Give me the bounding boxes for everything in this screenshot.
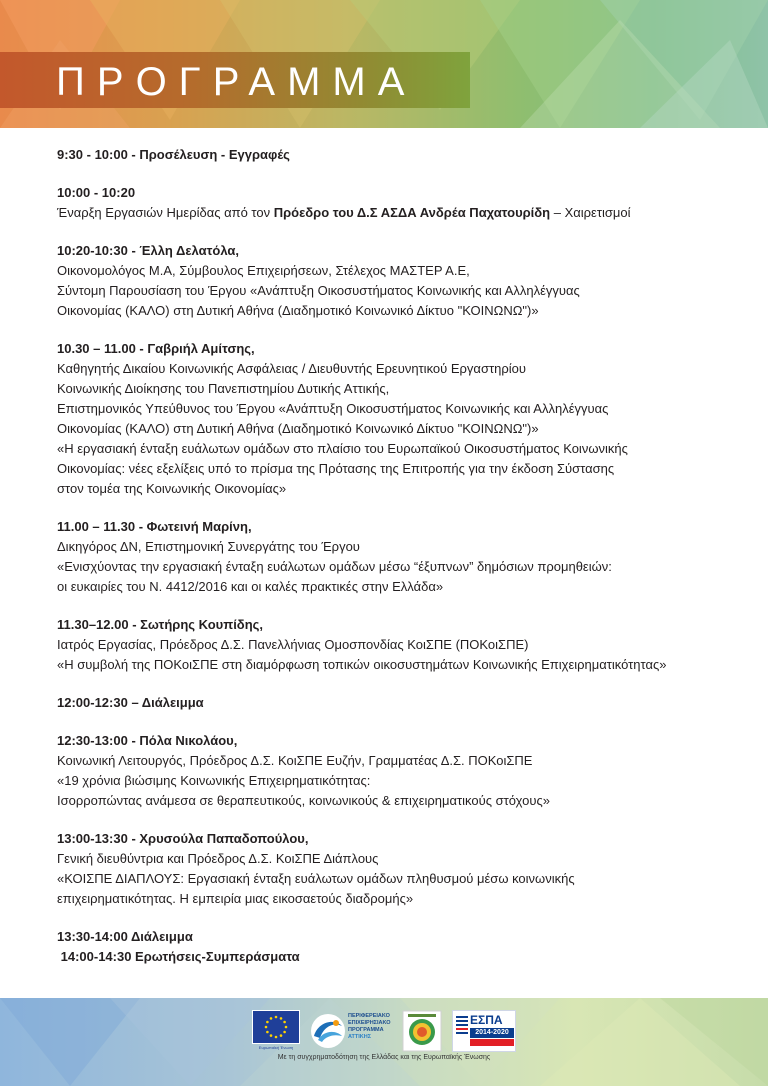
program-item-time-title: 9:30 - 10:00 - Προσέλευση - Εγγραφές xyxy=(57,147,290,162)
program-item-line: Κοινωνικής Διοίκησης του Πανεπιστημίου Δυτικής Αττικής, xyxy=(57,381,390,396)
sponsor-logos xyxy=(252,1010,528,1052)
program-item xyxy=(57,517,747,597)
program-item-line: «Η συμβολή της ΠΟΚοιΣΠΕ στη διαμόρφωση τοπικών οικοσυστημάτων Κοινωνικής Επιχειρηματικότητας» xyxy=(57,657,667,672)
program-item-line: οι ευκαιρίες του Ν. 4412/2016 και οι καλές πρακτικές στην Ελλάδα» xyxy=(57,579,444,594)
program-item xyxy=(57,927,747,967)
program-item-line: Κοινωνική Λειτουργός, Πρόεδρος Δ.Σ. ΚοιΣΠΕ Ευζήν, Γραμματέας Δ.Σ. ΠΟΚοιΣΠΕ xyxy=(57,753,533,768)
program-item-line: Οικονομολόγος Μ.Α, Σύμβουλος Επιχειρήσεων, Στέλεχος ΜΑΣΤΕΡ Α.Ε, xyxy=(57,263,470,278)
social-economy-logo xyxy=(402,1010,442,1052)
program-item-line: Καθηγητής Δικαίου Κοινωνικής Ασφάλειας / Διευθυντής Ερευνητικού Εργαστηρίου xyxy=(57,361,526,376)
eu-flag-logo xyxy=(252,1010,300,1044)
program-item-time-title: 13:00-13:30 - Χρυσούλα Παπαδοπούλου, xyxy=(57,831,309,846)
program-item-time-title: 12:30-13:00 - Πόλα Νικολάου, xyxy=(57,733,238,748)
program-item xyxy=(57,241,747,321)
program-item xyxy=(57,693,747,713)
program-list xyxy=(57,145,747,967)
program-item xyxy=(57,615,747,675)
program-item xyxy=(57,829,747,909)
espa-years: 2014-2020 xyxy=(470,1028,514,1038)
program-item xyxy=(57,183,747,223)
program-item-line: Οικονομίας: νέες εξελίξεις υπό το πρίσμα της Πρότασης της Επιτροπής για την έκδοση Σύστασης xyxy=(57,461,615,476)
program-item-time-title: 10:00 - 10:20 xyxy=(57,185,136,200)
program-item-line: Σύντομη Παρουσίαση του Έργου «Ανάπτυξη Οικοσυστήματος Κοινωνικής και Αλληλέγγυας xyxy=(57,283,580,298)
globe-icon xyxy=(402,1010,442,1052)
program-item-line: Οικονομίας (ΚΑΛΟ) στη Δυτική Αθήνα (Διαδημοτικό Κοινωνικό Δίκτυο "ΚΟΙΝΩΝΩ")» xyxy=(57,303,539,318)
program-item-time-title: 11.00 – 11.30 - Φωτεινή Μαρίνη, xyxy=(57,519,252,534)
program-item-line: «Η εργασιακή ένταξη ευάλωτων ομάδων στο πλαίσιο του Ευρωπαϊκού Οικοσυστήματος Κοινωνικής xyxy=(57,441,628,456)
program-item-line: Οικονομίας (ΚΑΛΟ) στη Δυτική Αθήνα (Διαδημοτικό Κοινωνικό Δίκτυο "ΚΟΙΝΩΝΩ")» xyxy=(57,421,539,436)
program-item-line: Ιατρός Εργασίας, Πρόεδρος Δ.Σ. Πανελλήνιας Ομοσπονδίας ΚοιΣΠΕ (ΠΟΚοιΣΠΕ) xyxy=(57,637,529,652)
pep-swirl-icon xyxy=(308,1010,348,1052)
program-item-line: «Ενισχύοντας την εργασιακή ένταξη ευάλωτων ομάδων μέσω “έξυπνων” δημόσιων προμηθειών: xyxy=(57,559,612,574)
program-item xyxy=(57,339,747,499)
program-item-line: Έναρξη Εργασιών Ημερίδας από τον Πρόεδρο του Δ.Σ ΑΣΔΑ Ανδρέα Παχατουρίδη – Χαιρετισμοί xyxy=(57,205,631,220)
program-item-time-title: 12:00-12:30 – Διάλειμμα xyxy=(57,695,204,710)
program-item-line: επιχειρηματικότητας. Η εμπειρία μιας εικοσαετούς διαδρομής» xyxy=(57,891,414,906)
pep-text: ΠΕΡΙΦΕΡΕΙΑΚΟ ΕΠΙΧΕΙΡΗΣΙΑΚΟ ΠΡΟΓΡΑΜΜΑ ΑΤΤΙΚΗΣ xyxy=(348,1013,391,1040)
program-item-line: «ΚΟΙΣΠΕ ΔΙΑΠΛΟΥΣ: Εργασιακή ένταξη ευάλωτων ομάδων πληθυσμού μέσω κοινωνικής xyxy=(57,871,575,886)
espa-logo xyxy=(452,1010,516,1052)
program-item-time-title: 10.30 – 11.00 - Γαβριήλ Αμίτσης, xyxy=(57,341,255,356)
eu-stars-icon xyxy=(253,1011,299,1043)
program-item xyxy=(57,145,747,165)
espa-flag-icon xyxy=(454,1012,470,1052)
program-item-line: «19 χρόνια βιώσιμης Κοινωνικής Επιχειρηματικότητας: xyxy=(57,773,371,788)
eu-caption: Ευρωπαϊκή Ένωση xyxy=(258,1045,294,1050)
program-item-time-title: 14:00-14:30 Ερωτήσεις-Συμπεράσματα xyxy=(57,949,300,964)
program-item-line: Δικηγόρος ΔΝ, Επιστημονική Συνεργάτης του Έργου xyxy=(57,539,360,554)
program-item-line: Γενική διευθύντρια και Πρόεδρος Δ.Σ. ΚοιΣΠΕ Διάπλους xyxy=(57,851,379,866)
program-item-line: στον τομέα της Κοινωνικής Οικονομίας» xyxy=(57,481,287,496)
espa-word: ΕΣΠΑ xyxy=(470,1013,503,1027)
program-item-time-title: 11.30–12.00 - Σωτήρης Κουπίδης, xyxy=(57,617,264,632)
pep-attica-logo xyxy=(308,1010,398,1052)
footer-caption: Με τη συγχρηματοδότηση της Ελλάδας και της Ευρωπαϊκής Ένωσης xyxy=(277,1054,491,1061)
program-item-line: Ισορροπώντας ανάμεσα σε θεραπευτικούς, κοινωνικούς & επιχειρηματικούς στόχους» xyxy=(57,793,550,808)
program-item xyxy=(57,731,747,811)
program-item-time-title: 10:20-10:30 - Έλλη Δελατόλα, xyxy=(57,243,239,258)
espa-slogan-bar xyxy=(470,1039,514,1046)
program-item-time-title: 13:30-14:00 Διάλειμμα xyxy=(57,929,193,944)
program-item-line: Επιστημονικός Υπεύθυνος του Έργου «Ανάπτυξη Οικοσυστήματος Κοινωνικής και Αλληλέγγυας xyxy=(57,401,609,416)
page-title: ΠΡΟΓΡΑΜΜΑ xyxy=(56,60,417,104)
